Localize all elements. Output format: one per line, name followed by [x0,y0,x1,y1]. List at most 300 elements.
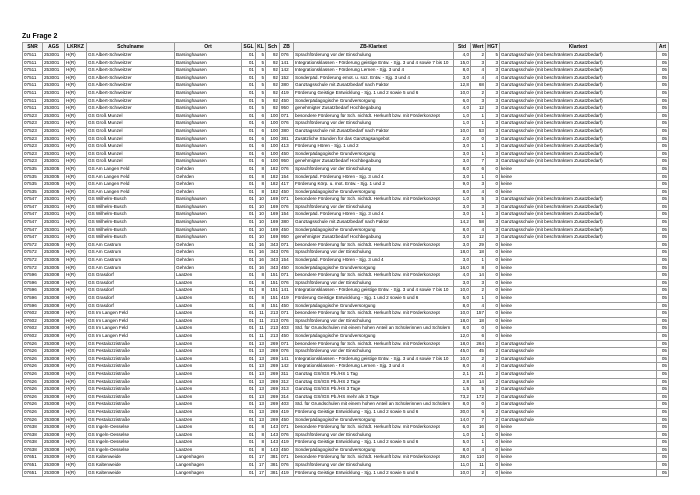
table-row [23,446,669,454]
cell-ort: Laatzen [175,279,242,287]
cell-ort: Barsinghausen [175,74,242,82]
cell-std: 14,0 [454,416,471,424]
cell-zb-klartext: Integrationsklassen - Förderung geistige Entw. - Sjg. 3 und 4 sowie 7 bis 10 [294,355,454,363]
cell-ort: Barsinghausen [175,135,242,143]
cell-art: 05 [657,332,669,340]
table-row [23,181,669,189]
cell-art: 05 [657,363,669,371]
cell-ort: Laatzen [175,401,242,409]
cell-zb: 141 [280,355,294,363]
cell-art: 05 [657,196,669,204]
cell-zb-klartext: Förderung Geistige Entwicklung - Sjg. 1 und 2 sowie 5 und 6 [294,439,454,447]
cell-zb-klartext: Sprachförderung vor der Einschulung [294,120,454,128]
cell-lkrkz: H(R) [65,295,87,303]
cell-schulname: GS Albert-Schweitzer [87,67,175,75]
cell-zb: 950 [280,105,294,113]
cell-zb: 950 [280,158,294,166]
cell-art: 05 [657,469,669,477]
cell-schulname: GS Groß Munzel [87,135,175,143]
cell-sgl: 01 [242,325,256,333]
cell-schulname: GS Am Castrum [87,249,175,257]
cell-kl: 8 [256,295,266,303]
cell-kl: 13 [256,370,266,378]
cell-klartext: Ganztagsschule (mit beschränktem Zusatzbedarf) [500,143,657,151]
cell-ort: Barsinghausen [175,226,242,234]
cell-ort: Laatzen [175,272,242,280]
cell-sgl: 01 [242,67,256,75]
cell-schulname: GS Kaltenweide [87,462,175,470]
table-row [23,332,669,340]
cell-klartext: Ganztagsschule (mit beschränktem Zusatzbedarf) [500,89,657,97]
cell-lkrkz: H(R) [65,370,87,378]
cell-klartext: keine [500,295,657,303]
cell-wert: 8 [471,264,486,272]
table-row [23,89,669,97]
cell-sgl: 01 [242,446,256,454]
cell-ort: Gehrden [175,249,242,257]
cell-snr: 07547 [23,219,43,227]
cell-klartext: Ganztagsschule (mit beschränktem Zusatzbedarf) [500,74,657,82]
cell-schulname: GS Albert-Schweitzer [87,82,175,90]
cell-zb: 071 [280,310,294,318]
cell-schulname: GS Kaltenweide [87,454,175,462]
cell-wert: 4 [471,67,486,75]
cell-sch: 169 [266,219,280,227]
cell-ort: Barsinghausen [175,211,242,219]
cell-klartext: keine [500,257,657,265]
cell-ort: Laatzen [175,439,242,447]
col-header-std: Std [454,43,471,52]
cell-zb-klartext: Integrationsklassen - Förderung Lernen - Sjg. 3 und 4 [294,363,454,371]
cell-snr: 07511 [23,74,43,82]
cell-std: 8,0 [454,226,471,234]
cell-snr: 07626 [23,363,43,371]
cell-ort: Gehrden [175,188,242,196]
cell-lkrkz: H(R) [65,150,87,158]
cell-ags: 253001 [43,211,65,219]
cell-kl: 13 [256,386,266,394]
cell-schulname: GS Pestalozzistraße [87,370,175,378]
cell-art: 05 [657,401,669,409]
cell-ort: Barsinghausen [175,143,242,151]
cell-klartext: keine [500,241,657,249]
cell-zb-klartext: besondere Förderung für Sch. nichtdt. Herkunft bzw. mit Förderkonzept [294,424,454,432]
cell-sgl: 01 [242,120,256,128]
cell-zb-klartext: Sprachförderung vor der Einschulung [294,165,454,173]
cell-ags: 253001 [43,158,65,166]
cell-lkrkz: H(R) [65,302,87,310]
cell-snr: 07511 [23,67,43,75]
cell-zb-klartext: besondere Förderung für Sch. nichtdt. Herkunft bzw. mit Förderkonzept [294,454,454,462]
cell-klartext: keine [500,173,657,181]
cell-wert: 4 [471,226,486,234]
cell-sch: 269 [266,386,280,394]
cell-art: 05 [657,431,669,439]
cell-std: 10,0 [454,287,471,295]
cell-zb-klartext: Sonderpädagogische Grundversorgung [294,302,454,310]
cell-schulname: GS Am Castrum [87,257,175,265]
cell-std: 12,8 [454,82,471,90]
cell-ags: 253008 [43,295,65,303]
cell-klartext: Ganztagsschule [500,355,657,363]
cell-klartext: Ganztagsschule [500,370,657,378]
cell-schulname: GS Albert-Schweitzer [87,59,175,67]
col-header-ort: Ort [175,43,242,52]
cell-ort: Laatzen [175,370,242,378]
cell-ags: 253001 [43,89,65,97]
cell-ags: 253008 [43,393,65,401]
cell-art: 05 [657,462,669,470]
cell-ags: 253005 [43,241,65,249]
cell-lkrkz: H(R) [65,424,87,432]
cell-art: 05 [657,219,669,227]
cell-sch: 151 [266,287,280,295]
cell-ags: 253008 [43,363,65,371]
cell-sch: 151 [266,302,280,310]
cell-lkrkz: H(R) [65,52,87,60]
cell-kl: 8 [256,272,266,280]
cell-ort: Laatzen [175,408,242,416]
cell-snr: 07602 [23,317,43,325]
cell-ags: 253005 [43,181,65,189]
table-row [23,378,669,386]
cell-schulname: GS Am Langen Feld [87,165,175,173]
cell-ags: 253008 [43,370,65,378]
cell-wert: 21 [471,370,486,378]
cell-snr: 07596 [23,272,43,280]
cell-sgl: 01 [242,158,256,166]
cell-snr: 07626 [23,393,43,401]
cell-sgl: 01 [242,431,256,439]
table-row [23,363,669,371]
cell-hgt: 0 [486,188,500,196]
cell-zb-klartext: Sonderpäd. Förderung Hören - Sjg. 3 und 4 [294,173,454,181]
cell-klartext: keine [500,439,657,447]
cell-ort: Gehrden [175,173,242,181]
cell-ags: 253001 [43,234,65,242]
cell-ags: 253009 [43,462,65,470]
cell-zb: 450 [280,264,294,272]
cell-sgl: 01 [242,226,256,234]
cell-sgl: 01 [242,74,256,82]
cell-schulname: GS Am Langen Feld [87,173,175,181]
cell-sgl: 01 [242,89,256,97]
cell-art: 05 [657,188,669,196]
cell-zb: 419 [280,295,294,303]
cell-sgl: 01 [242,348,256,356]
cell-lkrkz: H(R) [65,249,87,257]
cell-kl: 8 [256,424,266,432]
cell-snr: 07523 [23,112,43,120]
cell-sgl: 01 [242,401,256,409]
cell-sgl: 01 [242,317,256,325]
cell-klartext: Ganztagsschule (mit beschränktem Zusatzbedarf) [500,135,657,143]
cell-schulname: GS Grasdorf [87,287,175,295]
table-row [23,431,669,439]
cell-sgl: 01 [242,196,256,204]
cell-hgt: 3 [486,105,500,113]
cell-zb: 450 [280,446,294,454]
cell-ags: 253008 [43,287,65,295]
cell-klartext: keine [500,424,657,432]
cell-hgt: 5 [486,52,500,60]
table-row [23,165,669,173]
cell-wert: 1 [471,120,486,128]
cell-zb-klartext: Integrationsklassen - Förderung geistige Entw. - Sjg. 3 und 4 sowie 7 bis 10 [294,287,454,295]
cell-snr: 07547 [23,211,43,219]
cell-std: 73,2 [454,393,471,401]
cell-lkrkz: H(R) [65,287,87,295]
cell-kl: 10 [256,196,266,204]
cell-ort: Barsinghausen [175,89,242,97]
cell-klartext: keine [500,469,657,477]
cell-zb: 419 [280,408,294,416]
cell-hgt: 3 [486,219,500,227]
cell-snr: 07596 [23,279,43,287]
cell-snr: 07626 [23,386,43,394]
cell-sch: 92 [266,97,280,105]
cell-hgt: 0 [486,287,500,295]
cell-klartext: keine [500,279,657,287]
cell-ags: 253005 [43,165,65,173]
cell-art: 05 [657,82,669,90]
cell-klartext: Ganztagsschule (mit beschränktem Zusatzbedarf) [500,120,657,128]
cell-kl: 10 [256,234,266,242]
cell-sch: 169 [266,226,280,234]
cell-wert: 4 [471,363,486,371]
cell-hgt: 3 [486,203,500,211]
cell-art: 05 [657,279,669,287]
cell-kl: 13 [256,378,266,386]
cell-klartext: Ganztagsschule (mit beschränktem Zusatzbedarf) [500,67,657,75]
cell-sgl: 01 [242,469,256,477]
table-row [23,257,669,265]
table-row [23,219,669,227]
cell-schulname: GS Albert-Schweitzer [87,97,175,105]
cell-zb: 950 [280,234,294,242]
cell-schulname: GS Pestalozzistraße [87,378,175,386]
cell-std: 3,0 [454,257,471,265]
cell-sch: 169 [266,211,280,219]
cell-klartext: Ganztagsschule (mit beschränktem Zusatzbedarf) [500,105,657,113]
cell-ort: Barsinghausen [175,67,242,75]
cell-snr: 07511 [23,97,43,105]
cell-kl: 13 [256,393,266,401]
cell-sgl: 01 [242,310,256,318]
cell-klartext: Ganztagsschule (mit beschränktem Zusatzbedarf) [500,127,657,135]
cell-wert: 1 [471,439,486,447]
cell-hgt: 3 [486,211,500,219]
cell-zb-klartext: Förderung Hören - Sjg. 1 und 2 [294,143,454,151]
cell-sgl: 01 [242,340,256,348]
cell-kl: 11 [256,310,266,318]
cell-schulname: GS Grasdorf [87,302,175,310]
cell-kl: 8 [256,173,266,181]
cell-zb-klartext: Std. für Grundschulen mit einem hohen Anteil an Schülerinnen und Schülern [294,401,454,409]
cell-zb-klartext: besondere Förderung für Sch. nichtdt. Herkunft bzw. mit Förderkonzept [294,112,454,120]
cell-art: 05 [657,173,669,181]
cell-wert: 1 [471,173,486,181]
cell-zb-klartext: besondere Förderung für Sch. nichtdt. Herkunft bzw. mit Förderkonzept [294,340,454,348]
cell-ort: Laatzen [175,348,242,356]
cell-ort: Langenhagen [175,462,242,470]
cell-lkrkz: H(R) [65,416,87,424]
cell-ort: Laatzen [175,424,242,432]
cell-schulname: GS Wilhelm-Busch [87,196,175,204]
cell-std: 3,0 [454,150,471,158]
cell-wert: 12 [471,105,486,113]
cell-kl: 8 [256,181,266,189]
cell-lkrkz: H(R) [65,173,87,181]
cell-art: 05 [657,272,669,280]
table-row [23,97,669,105]
cell-std: 14,2 [454,219,471,227]
cell-schulname: GS Albert-Schweitzer [87,105,175,113]
cell-art: 05 [657,97,669,105]
cell-ort: Barsinghausen [175,59,242,67]
cell-wert: 68 [471,82,486,90]
cell-kl: 10 [256,226,266,234]
cell-wert: 3 [471,97,486,105]
cell-hgt: 2 [486,386,500,394]
cell-snr: 07602 [23,332,43,340]
cell-hgt: 3 [486,143,500,151]
cell-hgt: 3 [486,120,500,128]
cell-snr: 07511 [23,82,43,90]
cell-klartext: keine [500,264,657,272]
table-row [23,67,669,75]
cell-snr: 07626 [23,416,43,424]
cell-zb: 154 [280,173,294,181]
cell-ags: 253008 [43,378,65,386]
cell-kl: 13 [256,401,266,409]
cell-sch: 269 [266,340,280,348]
table-row [23,439,669,447]
cell-art: 05 [657,127,669,135]
cell-zb: 313 [280,386,294,394]
table-row [23,59,669,67]
cell-zb-klartext: Zusätzliche Stunden für das Ganztagsangebot [294,135,454,143]
cell-ort: Barsinghausen [175,97,242,105]
cell-kl: 10 [256,211,266,219]
cell-kl: 16 [256,257,266,265]
cell-klartext: keine [500,325,657,333]
cell-sgl: 01 [242,363,256,371]
cell-hgt: 0 [486,302,500,310]
cell-ort: Laatzen [175,393,242,401]
cell-hgt: 4 [486,74,500,82]
cell-ort: Barsinghausen [175,234,242,242]
col-header-hgt: HGT [487,44,498,50]
cell-zb-klartext: Sprachförderung vor der Einschulung [294,203,454,211]
cell-ort: Barsinghausen [175,105,242,113]
cell-zb: 381 [280,135,294,143]
cell-std: 3,0 [454,203,471,211]
col-header-sgl: SGL [243,44,254,50]
cell-snr: 07602 [23,325,43,333]
cell-ort: Laatzen [175,302,242,310]
cell-klartext: Ganztagsschule (mit beschränktem Zusatzbedarf) [500,219,657,227]
cell-zb-klartext: Sonderpäd. Förderung emot. u. soz. Entw. - Sjg. 3 und 4 [294,74,454,82]
cell-lkrkz: H(R) [65,97,87,105]
cell-zb-klartext: genehmigter Zusatzbedarf Hochbegabung [294,105,454,113]
cell-ags: 253008 [43,439,65,447]
cell-wert: 2 [471,287,486,295]
cell-hgt: 0 [486,241,500,249]
cell-klartext: keine [500,302,657,310]
col-header-kl: KL [257,44,264,50]
cell-std: 10,0 [454,355,471,363]
cell-hgt: 3 [486,226,500,234]
cell-sgl: 01 [242,332,256,340]
cell-zb-klartext: genehmigter Zusatzbedarf Hochbegabung [294,234,454,242]
cell-ort: Laatzen [175,355,242,363]
col-header-zb: ZB [280,43,294,52]
cell-sch: 381 [266,454,280,462]
cell-snr: 07547 [23,196,43,204]
cell-kl: 11 [256,325,266,333]
cell-lkrkz: H(R) [65,211,87,219]
cell-wert: 3 [471,59,486,67]
cell-lkrkz: H(R) [65,127,87,135]
cell-art: 05 [657,355,669,363]
cell-wert: 53 [471,127,486,135]
cell-wert: 11 [471,462,486,470]
cell-art: 05 [657,408,669,416]
cell-zb: 450 [280,226,294,234]
table-row [23,370,669,378]
cell-snr: 07638 [23,439,43,447]
cell-zb-klartext: Sprachförderung vor der Einschulung [294,462,454,470]
cell-sch: 381 [266,462,280,470]
cell-zb-klartext: Integrationsklassen - Förderung geistige Entw. - Sjg. 3 und 4 sowie 7 bis 10 [294,59,454,67]
cell-ort: Barsinghausen [175,196,242,204]
cell-hgt: 3 [486,112,500,120]
cell-std: 8,0 [454,401,471,409]
cell-snr: 07535 [23,181,43,189]
cell-art: 05 [657,112,669,120]
cell-ort: Barsinghausen [175,82,242,90]
cell-std: 3,0 [454,143,471,151]
cell-zb: 413 [280,143,294,151]
cell-snr: 07547 [23,234,43,242]
cell-schulname: GS Am Langen Feld [87,188,175,196]
cell-kl: 8 [256,431,266,439]
cell-lkrkz: H(R) [65,165,87,173]
cell-art: 05 [657,67,669,75]
cell-ort: Gehrden [175,241,242,249]
cell-wert: 6 [471,165,486,173]
cell-std: 1,0 [454,431,471,439]
cell-sgl: 01 [242,219,256,227]
cell-art: 05 [657,454,669,462]
cell-zb-klartext: Förderung Geistige Entwicklung - Sjg. 1 und 2 sowie 5 und 6 [294,89,454,97]
cell-hgt: 0 [486,279,500,287]
cell-zb: 403 [280,325,294,333]
cell-zb-klartext: Ganztag GS/IGS Pb./HS 1 Tag [294,370,454,378]
cell-sch: 100 [266,120,280,128]
cell-kl: 5 [256,59,266,67]
cell-kl: 8 [256,302,266,310]
cell-sch: 381 [266,469,280,477]
cell-zb: 311 [280,370,294,378]
cell-kl: 13 [256,348,266,356]
cell-sgl: 01 [242,408,256,416]
cell-sgl: 01 [242,127,256,135]
cell-wert: 45 [471,348,486,356]
cell-hgt: 3 [486,127,500,135]
cell-ort: Gehrden [175,165,242,173]
